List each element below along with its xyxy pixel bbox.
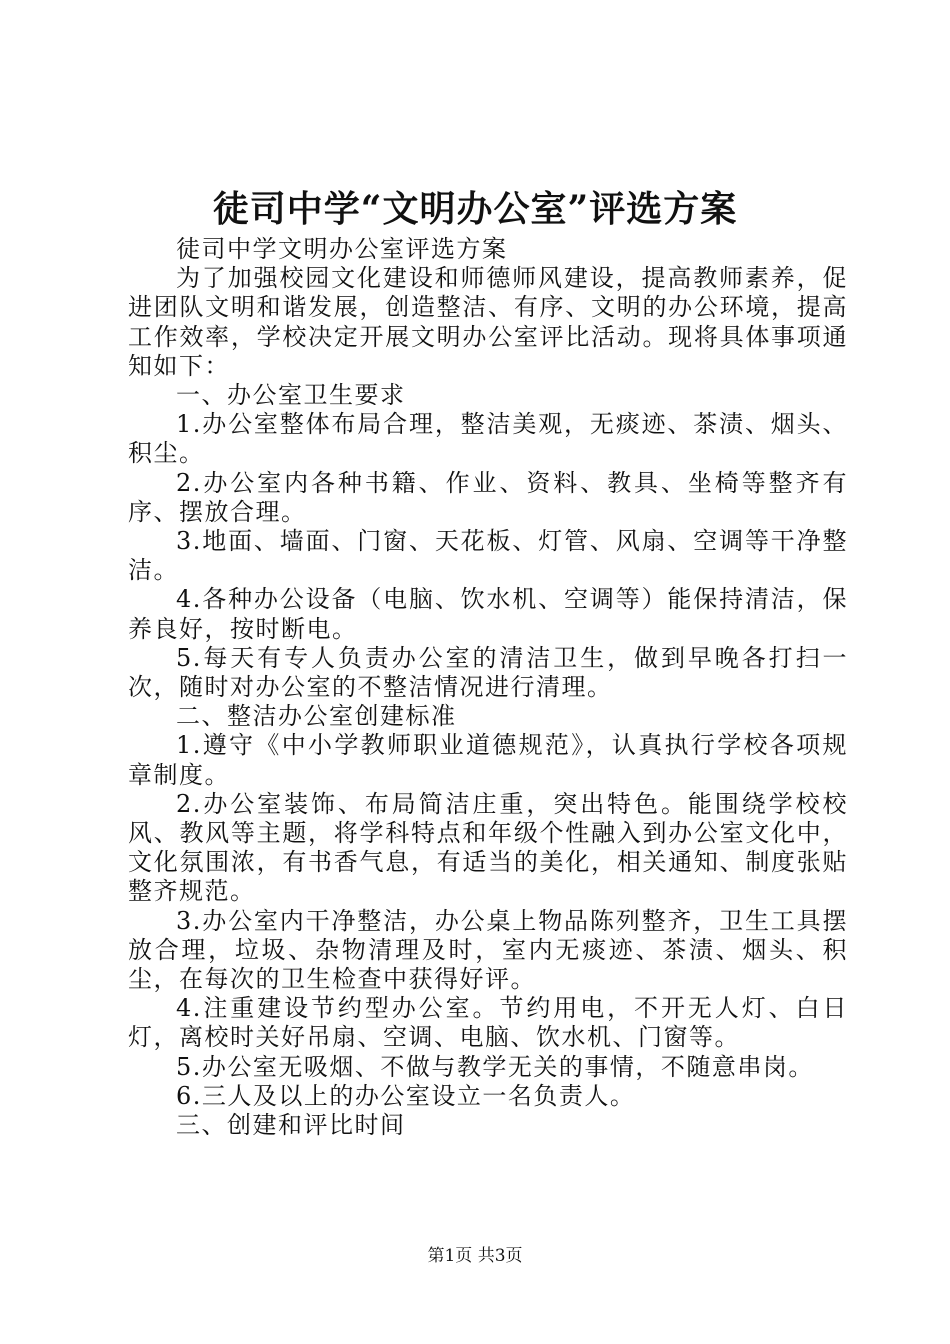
- list-item: 1.遵守《中小学教师职业道德规范》，认真执行学校各项规章制度。: [128, 731, 848, 789]
- list-item: 5.办公室无吸烟、不做与教学无关的事情，不随意串岗。: [176, 1052, 814, 1081]
- section-heading-3: 三、创建和评比时间: [176, 1111, 406, 1140]
- document-body: [128, 235, 848, 1140]
- list-item: 3.办公室内干净整洁，办公桌上物品陈列整齐，卫生工具摆放合理，垃圾、杂物清理及时，室内无痰迹、茶渍、烟头、积尘，在每次的卫生检查中获得好评。: [128, 906, 848, 994]
- page-number: 第1页 共3页: [427, 1246, 523, 1266]
- list-item: 2.办公室装饰、布局简洁庄重，突出特色。能围绕学校校风、教风等主题，将学科特点和年级个性融入到办公室文化中，文化氛围浓，有书香气息，有适当的美化，相关通知、制度张贴整齐规范。: [128, 789, 848, 906]
- list-item: 4.各种办公设备（电脑、饮水机、空调等）能保持清洁，保养良好，按时断电。: [128, 585, 848, 643]
- list-item: 4.注重建设节约型办公室。节约用电，不开无人灯、白日灯，离校时关好吊扇、空调、电脑、饮水机、门窗等。: [128, 994, 848, 1052]
- section-heading-1: 一、办公室卫生要求: [176, 381, 406, 410]
- list-item: 1.办公室整体布局合理，整洁美观，无痰迹、茶渍、烟头、积尘。: [128, 410, 848, 468]
- list-item: 6.三人及以上的办公室设立一名负责人。: [176, 1081, 636, 1110]
- paragraph-intro: 为了加强校园文化建设和师德师风建设，提高教师素养，促进团队文明和谐发展，创造整洁、有序、文明的办公环境，提高工作效率，学校决定开展文明办公室评比活动。现将具体事项通知如下：: [128, 264, 848, 380]
- section-heading-2: 二、整洁办公室创建标准: [176, 702, 457, 731]
- list-item: 5.每天有专人负责办公室的清洁卫生，做到早晚各打扫一次，随时对办公室的不整洁情况进行清理。: [128, 643, 848, 702]
- list-item: 2.办公室内各种书籍、作业、资料、教具、坐椅等整齐有序、摆放合理。: [128, 468, 848, 526]
- paragraph-subtitle: 徒司中学文明办公室评选方案: [176, 235, 508, 263]
- list-item: 3.地面、墙面、门窗、天花板、灯管、风扇、空调等干净整洁。: [128, 527, 848, 585]
- document-title: 徒司中学“文明办公室”评选方案: [212, 188, 738, 230]
